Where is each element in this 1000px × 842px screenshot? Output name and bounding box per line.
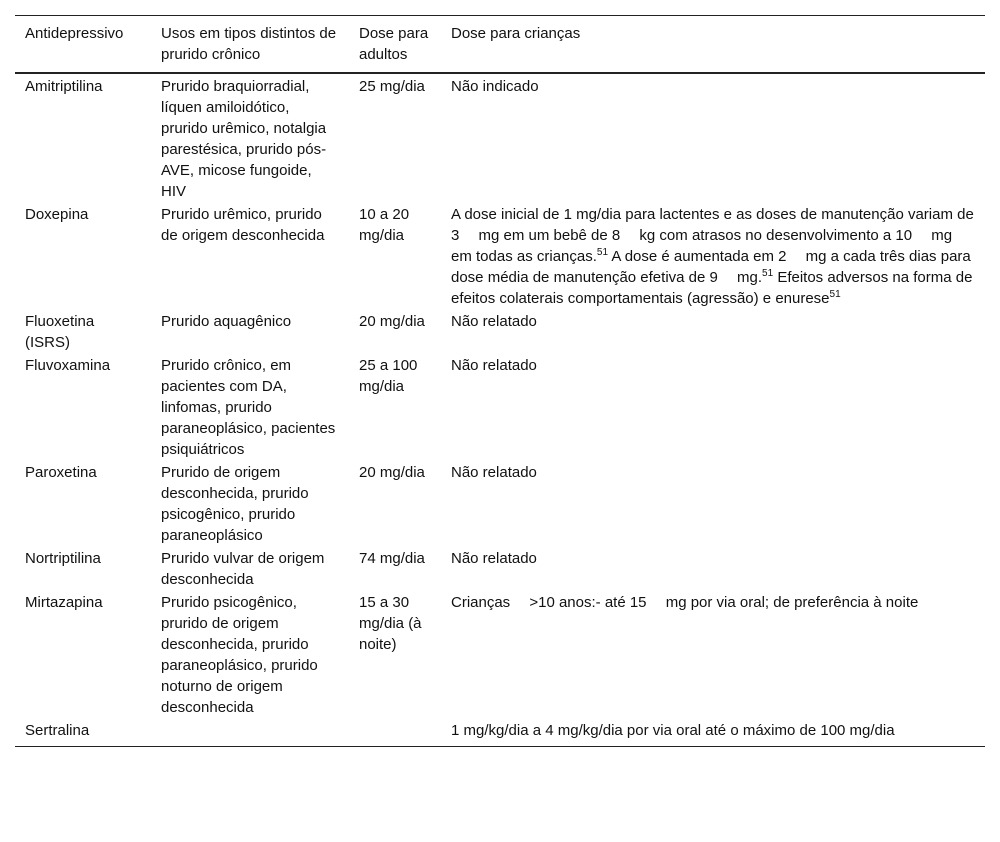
child-dose: 1 mg/kg/dia a 4 mg/kg/dia por via oral até o máximo de 100 mg/dia	[451, 722, 895, 739]
drug-name: Doxepina	[25, 206, 89, 223]
drug-name: Paroxetina	[25, 464, 97, 481]
child-dose: Crianças >10 anos:- até 15 mg por via oral; de preferência à noite	[451, 594, 919, 611]
header-antidepressivo: Antidepressivo	[25, 25, 124, 42]
adult-dose: 20 mg/dia	[359, 464, 425, 481]
child-dose-text: A dose é aumentada em 2 mg a cada três dias para dose média de manutenção efetiva de 9 mg.	[451, 248, 971, 286]
drug-uses: Prurido de origem desconhecida, prurido psicogênico, prurido paraneoplásico	[161, 464, 309, 544]
adult-dose: 25 mg/dia	[359, 78, 425, 95]
header-dose-criancas: Dose para crianças	[451, 25, 581, 42]
header-row	[15, 16, 985, 74]
drug-name: Mirtazapina	[25, 594, 103, 611]
table-row	[15, 354, 985, 461]
header-usos: Usos em tipos distintos de prurido crônico	[161, 25, 337, 63]
child-dose: Não indicado	[451, 78, 539, 95]
table-row	[15, 591, 985, 719]
drug-uses: Prurido vulvar de origem desconhecida	[161, 550, 325, 588]
child-dose: Não relatado	[451, 464, 537, 481]
drug-name: Fluvoxamina	[25, 357, 111, 374]
drug-name: Nortriptilina	[25, 550, 101, 567]
drug-uses: Prurido crônico, em pacientes com DA, linfomas, prurido paraneoplásico, pacientes psiquiátricos	[161, 357, 336, 458]
drug-name: Sertralina	[25, 722, 90, 739]
adult-dose: 15 a 30 mg/dia (à noite)	[359, 594, 422, 653]
drug-uses: Prurido psicogênico, prurido de origem desconhecida, prurido paraneoplásico, prurido noturno de origem desconhecida	[161, 594, 318, 716]
antidepressant-table	[15, 15, 985, 747]
reference-superscript: 51	[829, 289, 841, 300]
table-row	[15, 73, 985, 203]
reference-superscript: 51	[762, 268, 774, 279]
table-row	[15, 719, 985, 747]
drug-name: Fluoxetina (ISRS)	[25, 313, 95, 351]
child-dose-text: A dose inicial de 1 mg/dia para lactentes e as doses de manutenção variam de 3 mg em um bebê de 8 kg com atrasos no desenvolvimento a 10 mg em todas as crianças.	[451, 206, 974, 265]
child-dose: Não relatado	[451, 357, 537, 374]
child-dose: Não relatado	[451, 313, 537, 330]
table-row	[15, 310, 985, 354]
child-dose	[441, 203, 985, 310]
adult-dose: 20 mg/dia	[359, 313, 425, 330]
header-dose-adultos: Dose para adultos	[359, 25, 429, 63]
table-header	[15, 16, 985, 74]
antidepressant-table-container	[15, 15, 985, 747]
drug-name: Amitriptilina	[25, 78, 103, 95]
adult-dose: 25 a 100 mg/dia	[359, 357, 418, 395]
drug-uses: Prurido urêmico, prurido de origem desconhecida	[161, 206, 325, 244]
table-row	[15, 203, 985, 310]
drug-uses: Prurido braquiorradial, líquen amiloidótico, prurido urêmico, notalgia parestésica, prurido pós-AVE, micose fungoide, HIV	[161, 78, 327, 200]
drug-uses: Prurido aquagênico	[161, 313, 292, 330]
child-dose-text: Efeitos adversos na forma de efeitos colaterais comportamentais (agressão) e enurese	[451, 269, 973, 307]
adult-dose: 10 a 20 mg/dia	[359, 206, 410, 244]
adult-dose	[349, 719, 441, 747]
adult-dose: 74 mg/dia	[359, 550, 425, 567]
drug-uses	[151, 719, 349, 747]
child-dose: Não relatado	[451, 550, 537, 567]
table-body	[15, 73, 985, 747]
table-row	[15, 461, 985, 547]
reference-superscript: 51	[596, 247, 609, 258]
table-row	[15, 547, 985, 591]
